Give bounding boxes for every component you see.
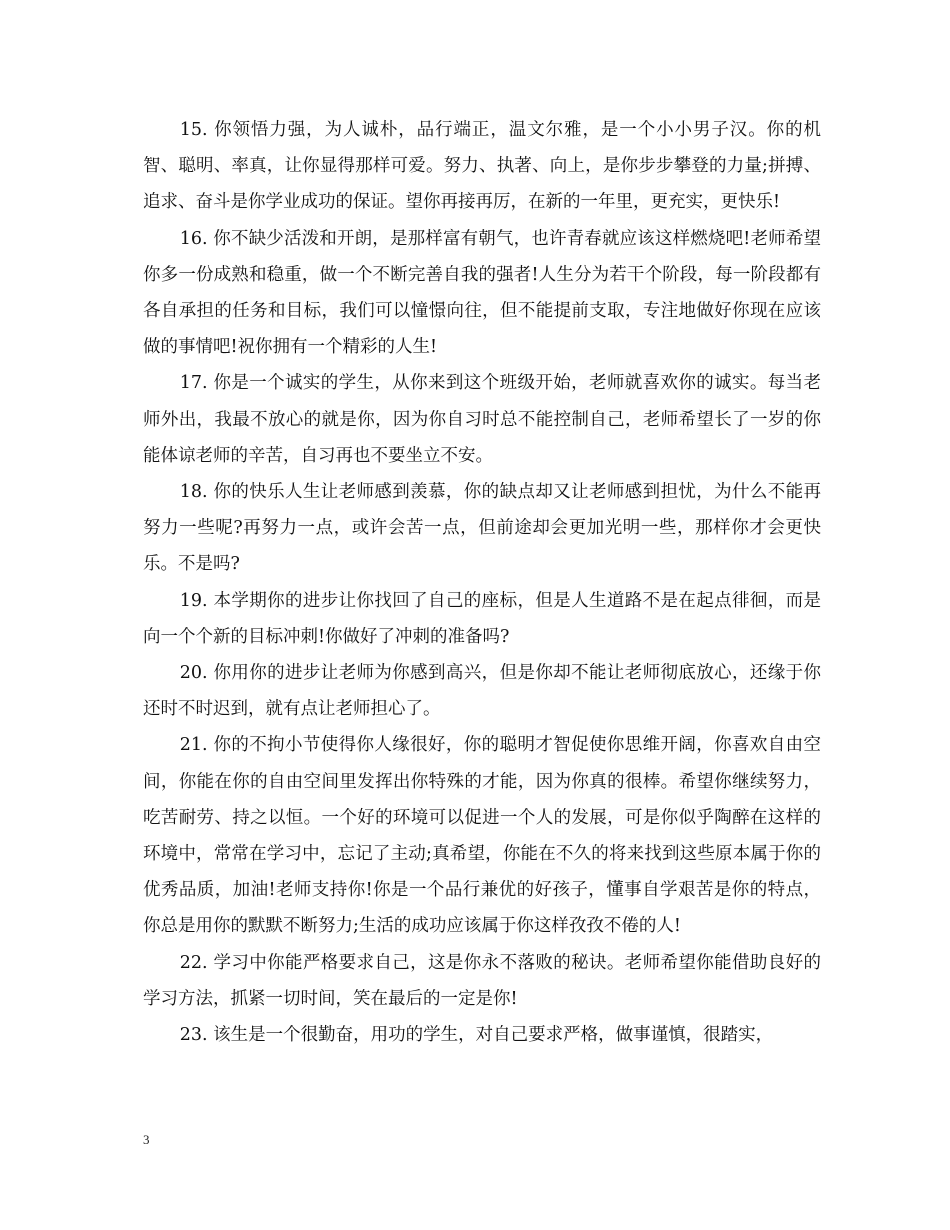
paragraph-23: 23. 该生是一个很勤奋，用功的学生，对自己要求严格，做事谨慎，很踏实，	[179, 1025, 774, 1046]
page-number: 3	[143, 1132, 150, 1147]
paragraph-17: 17. 你是一个诚实的学生，从你来到这个班级开始，老师就喜欢你的诚实。每当老师外出，我最不放心的就是你，因为你自习时总不能控制自己，老师希望长了一岁的你能体谅老师的辛苦，自习再也不要坐立不安。	[143, 373, 821, 466]
paragraph-19: 19. 本学期你的进步让你找回了自己的座标，但是人生道路不是在起点徘徊，而是向一个个新的目标冲刺!你做好了冲刺的准备吗?	[143, 590, 821, 647]
paragraph-15: 15. 你领悟力强，为人诚朴，品行端正，温文尔雅，是一个小小男子汉。你的机智、聪明、率真，让你显得那样可爱。努力、执著、向上，是你步步攀登的力量;拼搏、追求、奋斗是你学业成功的保证。望你再接再厉，在新的一年里，更充实，更快乐!	[143, 120, 821, 213]
document-body	[143, 112, 821, 1053]
paragraph-18: 18. 你的快乐人生让老师感到羡慕，你的缺点却又让老师感到担忧，为什么不能再努力一些呢?再努力一点，或许会苦一点，但前途却会更加光明一些，那样你才会更快乐。不是吗?	[143, 482, 821, 575]
paragraph-22: 22. 学习中你能严格要求自己，这是你永不落败的秘诀。老师希望你能借助良好的学习方法，抓紧一切时间，笑在最后的一定是你!	[143, 952, 821, 1009]
paragraph-16: 16. 你不缺少活泼和开朗，是那样富有朝气，也许青春就应该这样燃烧吧!老师希望你多一份成熟和稳重，做一个不断完善自我的强者!人生分为若干个阶段，每一阶段都有各自承担的任务和目标，我们可以憧憬向往，但不能提前支取，专注地做好你现在应该做的事情吧!祝你拥有一个精彩的人生!	[143, 228, 821, 358]
paragraph-20: 20. 你用你的进步让老师为你感到高兴，但是你却不能让老师彻底放心，还缘于你还时不时迟到，就有点让老师担心了。	[143, 663, 821, 720]
paragraph-21: 21. 你的不拘小节使得你人缘很好，你的聪明才智促使你思维开阔，你喜欢自由空间，你能在你的自由空间里发挥出你特殊的才能，因为你真的很棒。希望你继续努力，吃苦耐劳、持之以恒。一个好的环境可以促进一个人的发展，可是你似乎陶醉在这样的环境中，常常在学习中，忘记了主动;真希望，你能在不久的将来找到这些原本属于你的优秀品质，加油!老师支持你!你是一个品行兼优的好孩子，懂事自学艰苦是你的特点，你总是用你的默默不断努力;生活的成功应该属于你这样孜孜不倦的人!	[143, 735, 821, 937]
